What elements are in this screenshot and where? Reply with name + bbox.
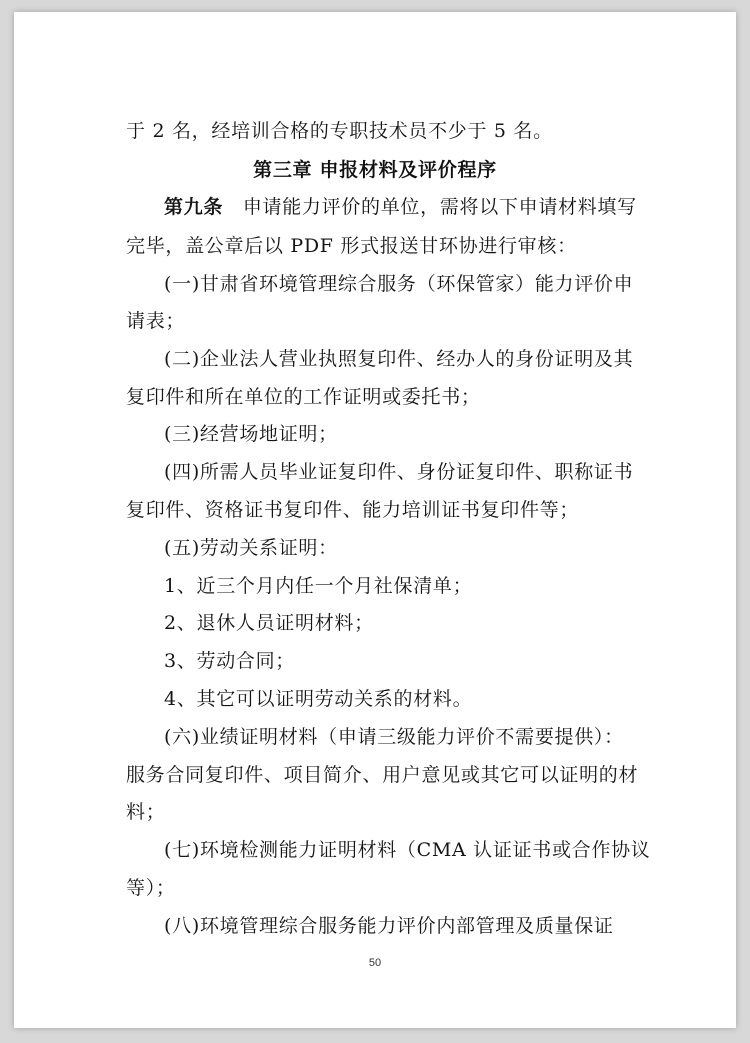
text-line: 请表； (126, 310, 186, 332)
text-line: 完毕，盖公章后以 PDF 形式报送甘环协进行审核： (126, 235, 577, 257)
text-line: 料； (126, 801, 166, 823)
text-line: 3、劳动合同； (164, 650, 295, 672)
text-line: (八)环境管理综合服务能力评价内部管理及质量保证 (164, 915, 614, 937)
article-line (164, 195, 637, 219)
article-text: 申请能力评价的单位，需将以下申请材料填写 (242, 196, 637, 218)
article-number: 第九条 (164, 196, 224, 218)
text-line: (一)甘肃省环境管理综合服务（环保管家）能力评价申 (164, 273, 634, 295)
text-line: (三)经营场地证明； (164, 423, 338, 445)
chapter-heading: 第三章 申报材料及评价程序 (253, 159, 497, 181)
text-line: (七)环境检测能力证明材料（CMA 认证证书或合作协议 (164, 839, 651, 861)
text-line: 服务合同复印件、项目简介、用户意见或其它可以证明的材 (126, 764, 639, 786)
text-line: 等）； (126, 877, 176, 899)
text-line: 2、退休人员证明材料； (164, 612, 374, 634)
text-line: 于 2 名，经培训合格的专职技术员不少于 5 名。 (126, 120, 553, 142)
text-line: (六)业绩证明材料（申请三级能力评价不需要提供）： (164, 726, 624, 748)
text-line: (四)所需人员毕业证复印件、身份证复印件、职称证书 (164, 461, 634, 483)
page-number: 50 (368, 957, 382, 969)
text-line: 4、其它可以证明劳动关系的材料。 (164, 688, 473, 710)
text-line: (五)劳动关系证明： (164, 537, 338, 559)
text-line: (二)企业法人营业执照复印件、经办人的身份证明及其 (164, 348, 634, 370)
text-line: 1、近三个月内任一个月社保清单； (164, 575, 473, 597)
text-line: 复印件和所在单位的工作证明或委托书； (126, 386, 481, 408)
document-page (14, 12, 736, 1028)
text-line: 复印件、资格证书复印件、能力培训证书复印件等； (126, 499, 580, 521)
